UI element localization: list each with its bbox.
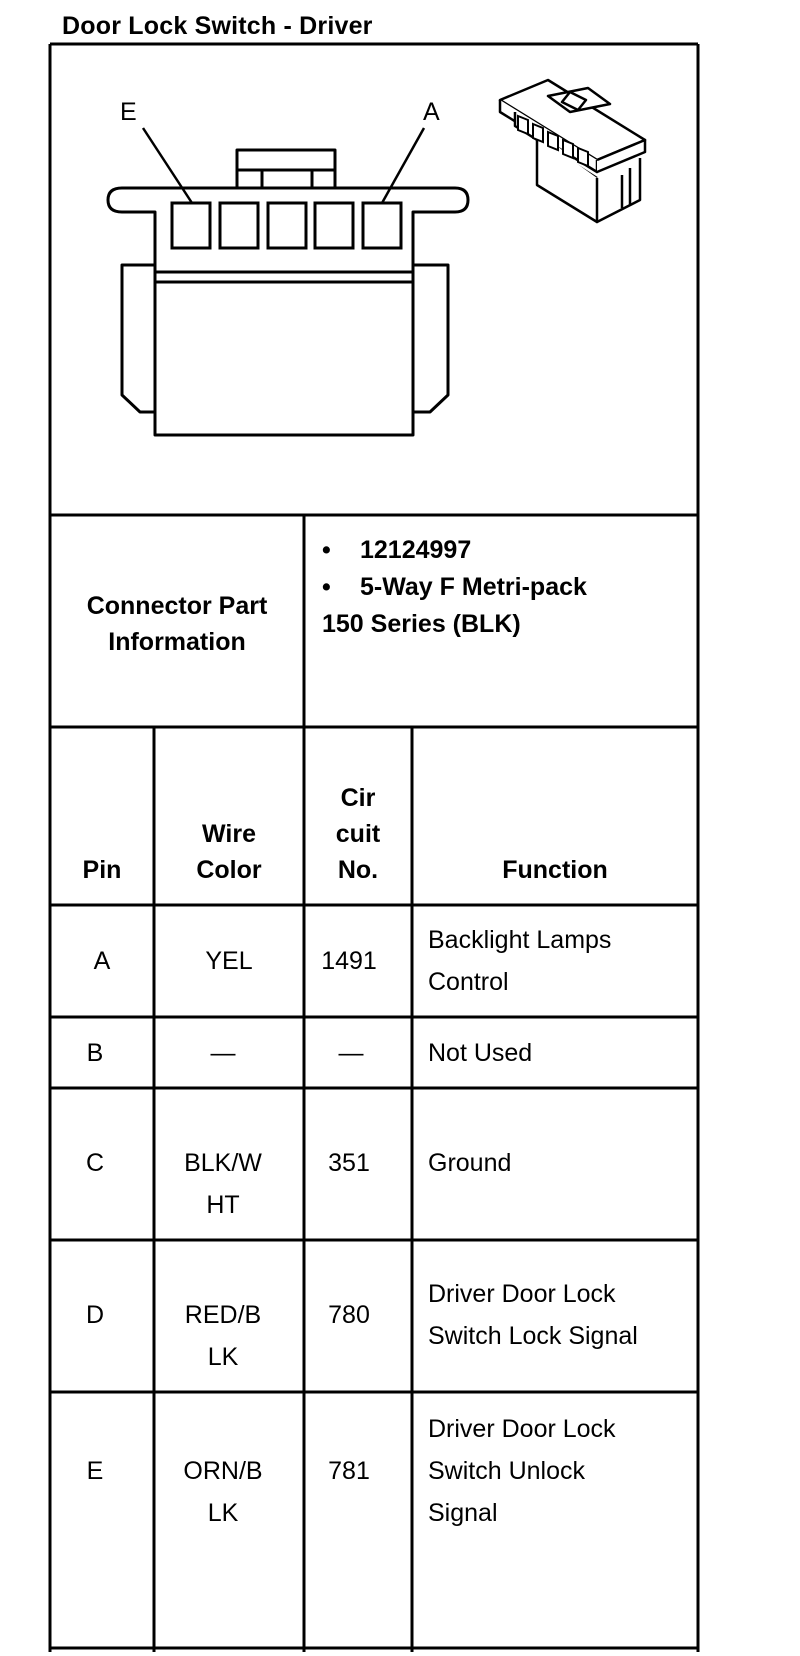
header-circuit-no (306, 780, 410, 888)
table-row-a-pin: A (93, 947, 111, 975)
table-row-d-circuit: 780 (328, 1301, 370, 1329)
function-line: Switch Unlock (428, 1457, 585, 1485)
wire-line: HT (206, 1191, 240, 1219)
header-wire-color (156, 816, 302, 888)
wire-line: RED/B (184, 1301, 262, 1329)
function-line: Control (428, 968, 509, 996)
connector-info-label-line1: Connector Part (86, 592, 268, 620)
table-row-b-wire: — (210, 1039, 236, 1067)
table-row-e-circuit: 781 (328, 1457, 370, 1485)
connector-info-list (322, 532, 587, 643)
connector-info-label-line2: Information (108, 628, 246, 656)
bullet-icon: • (322, 536, 331, 564)
list-item (322, 532, 587, 569)
table-row-d-wire (156, 1294, 290, 1378)
header-circuit-line3: No. (337, 856, 379, 884)
function-line: Switch Lock Signal (428, 1322, 638, 1350)
table-row-b-circuit: — (338, 1039, 364, 1067)
header-function: Function (502, 856, 608, 884)
header-wire-color-line1: Wire (202, 820, 256, 848)
function-line: Driver Door Lock (428, 1280, 616, 1308)
table-row-d-pin: D (85, 1301, 105, 1329)
header-wire-color-line2: Color (196, 856, 262, 884)
list-item (322, 569, 587, 606)
table-row-b-function: Not Used (428, 1039, 533, 1067)
table-row-b-pin: B (86, 1039, 104, 1067)
function-line: Signal (428, 1499, 498, 1527)
table-row-c-wire (156, 1142, 290, 1226)
header-pin: Pin (82, 856, 122, 884)
table-row-d-function (428, 1273, 638, 1357)
table-row-e-pin: E (86, 1457, 104, 1485)
table-row-e-wire (156, 1450, 290, 1534)
wire-line: LK (207, 1499, 239, 1527)
pin-callout-e: E (120, 98, 137, 126)
connector-description: 5-Way F Metri-pack (360, 573, 587, 601)
header-circuit-line1: Cir (340, 784, 376, 812)
table-row-c-circuit: 351 (328, 1149, 370, 1177)
table-row-a-wire: YEL (205, 947, 253, 975)
header-circuit-line2: cuit (335, 820, 381, 848)
table-row-e-function (428, 1408, 616, 1534)
connector-info-label (52, 588, 302, 660)
part-number: 12124997 (360, 536, 472, 564)
connector-diagram (0, 0, 800, 520)
table-row-c-pin: C (85, 1149, 105, 1177)
table-row-c-function: Ground (428, 1149, 512, 1177)
page-title: Door Lock Switch - Driver (62, 12, 373, 40)
function-line: Backlight Lamps (428, 926, 612, 954)
wire-line: LK (207, 1343, 239, 1371)
table-row-a-circuit: 1491 (321, 947, 377, 975)
wire-line: BLK/W (184, 1149, 262, 1177)
pin-callout-a: A (423, 98, 440, 126)
table-row-a-function (428, 919, 611, 1003)
bullet-icon: • (322, 573, 331, 601)
function-line: Driver Door Lock (428, 1415, 616, 1443)
wire-line: ORN/B (183, 1457, 263, 1485)
connector-series: 150 Series (BLK) (322, 610, 521, 638)
